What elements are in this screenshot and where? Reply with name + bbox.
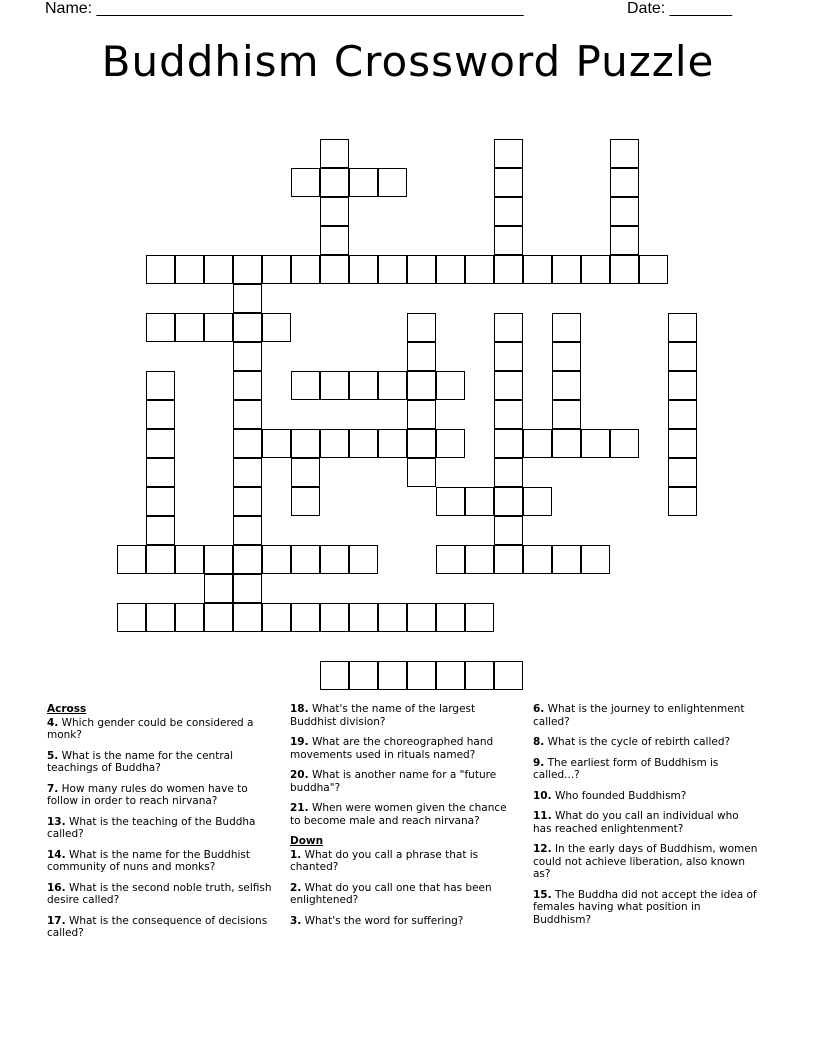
grid-cell[interactable] [494,429,523,458]
grid-cell[interactable] [668,400,697,429]
grid-cell[interactable] [494,139,523,168]
grid-cell[interactable] [465,603,494,632]
grid-cell[interactable] [262,429,291,458]
clue-item [290,736,518,761]
clue-item-number: 14. [47,848,66,861]
grid-cell[interactable] [291,487,320,516]
clue-item-number: 4. [47,716,59,729]
clue-item [47,915,275,940]
grid-cell[interactable] [233,487,262,516]
grid-cell[interactable] [204,255,233,284]
grid-cell[interactable] [262,313,291,342]
clue-item-number: 20. [290,769,309,781]
grid-cell[interactable] [581,255,610,284]
grid-cell[interactable] [494,342,523,371]
grid-cell[interactable] [552,313,581,342]
grid-cell[interactable] [610,429,639,458]
clue-item-text: What is the cycle of rebirth called? [544,736,731,748]
across-clues-list [47,717,275,940]
clue-item-number: 7. [47,782,59,795]
grid-cell[interactable] [175,313,204,342]
clue-item-text: Which gender could be considered a monk? [47,716,254,741]
grid-cell[interactable] [233,545,262,574]
clue-item-number: 13. [47,815,66,828]
clue-item [533,757,758,782]
clue-item [290,802,518,827]
clue-item-number: 21. [290,802,309,814]
grid-cell[interactable] [233,458,262,487]
grid-cell[interactable] [668,429,697,458]
clue-item-number: 5. [47,749,59,762]
grid-cell[interactable] [523,487,552,516]
grid-cell[interactable] [204,574,233,603]
grid-cell[interactable] [291,545,320,574]
grid-cell[interactable] [552,429,581,458]
down-heading: Down [290,835,324,847]
grid-cell[interactable] [610,197,639,226]
grid-cell[interactable] [378,371,407,400]
grid-cell[interactable] [407,400,436,429]
grid-cell[interactable] [407,603,436,632]
grid-cell[interactable] [262,545,291,574]
grid-cell[interactable] [436,603,465,632]
grid-cell[interactable] [668,342,697,371]
grid-cell[interactable] [349,603,378,632]
grid-cell[interactable] [494,168,523,197]
clue-item-text: The Buddha did not accept the idea of females having what position in Buddhism? [533,888,757,926]
grid-cell[interactable] [146,429,175,458]
grid-cell[interactable] [175,545,204,574]
grid-cell[interactable] [320,226,349,255]
clue-item-text: What is the consequence of decisions called? [47,914,268,939]
grid-cell[interactable] [320,661,349,690]
clue-item [47,783,275,808]
grid-cell[interactable] [291,429,320,458]
grid-cell[interactable] [407,458,436,487]
grid-cell[interactable] [146,487,175,516]
clue-item-text: What do you call an individual who has reached enlightenment? [533,810,739,835]
clue-item-number: 1. [290,848,302,861]
grid-cell[interactable] [320,603,349,632]
grid-cell[interactable] [610,255,639,284]
clue-item [290,915,518,928]
clue-item-text: What is the name for the central teachings of Buddha? [47,749,233,774]
grid-cell[interactable] [494,516,523,545]
grid-cell[interactable] [204,545,233,574]
grid-cell[interactable] [291,458,320,487]
grid-cell[interactable] [291,255,320,284]
clue-item-number: 2. [290,881,302,894]
grid-cell[interactable] [436,255,465,284]
clue-item [47,717,275,742]
clue-item [533,703,758,728]
grid-cell[interactable] [552,342,581,371]
grid-cell[interactable] [494,197,523,226]
grid-cell[interactable] [581,545,610,574]
clue-item [47,849,275,874]
grid-cell[interactable] [407,371,436,400]
clue-item-text: What do you call a phrase that is chanted? [290,848,479,873]
clue-item [290,769,518,794]
grid-cell[interactable] [436,661,465,690]
clue-item [533,889,758,927]
grid-cell[interactable] [407,255,436,284]
clue-item-number: 3. [290,914,302,927]
grid-cell[interactable] [349,429,378,458]
grid-cell[interactable] [233,284,262,313]
clue-item-number: 18. [290,703,309,715]
clues-column-1 [47,703,275,948]
clue-item-number: 10. [533,789,552,802]
grid-cell[interactable] [349,661,378,690]
grid-cell[interactable] [146,603,175,632]
across-clues-list-continued [290,703,518,827]
grid-cell[interactable] [465,487,494,516]
date-field[interactable]: _______ [669,0,732,17]
grid-cell[interactable] [465,255,494,284]
clue-item-number: 16. [47,881,66,894]
clues-column-2 [290,703,518,935]
grid-cell[interactable] [378,255,407,284]
grid-cell[interactable] [494,400,523,429]
grid-cell[interactable] [320,255,349,284]
grid-cell[interactable] [175,603,204,632]
date-label-text: Date: [627,0,670,17]
across-heading: Across [47,703,87,715]
grid-cell[interactable] [146,545,175,574]
grid-cell[interactable] [610,139,639,168]
grid-cell[interactable] [320,168,349,197]
grid-cell[interactable] [146,313,175,342]
grid-cell[interactable] [233,574,262,603]
grid-cell[interactable] [349,255,378,284]
grid-cell[interactable] [146,255,175,284]
grid-cell[interactable] [204,313,233,342]
clue-item [290,882,518,907]
grid-cell[interactable] [523,545,552,574]
clue-item [533,843,758,881]
grid-cell[interactable] [610,226,639,255]
grid-cell[interactable] [146,458,175,487]
grid-cell[interactable] [233,516,262,545]
grid-cell[interactable] [349,168,378,197]
name-label-text: Name: [45,0,97,17]
grid-cell[interactable] [407,313,436,342]
grid-cell[interactable] [378,168,407,197]
clue-item-text: What is another name for a "future buddha"? [290,769,497,794]
clue-item-number: 15. [533,888,552,901]
grid-cell[interactable] [291,603,320,632]
grid-cell[interactable] [320,545,349,574]
clue-item [533,790,758,803]
clue-item [47,882,275,907]
grid-cell[interactable] [320,197,349,226]
grid-cell[interactable] [523,429,552,458]
clue-item [47,750,275,775]
grid-cell[interactable] [117,545,146,574]
clue-item-text: What do you call one that has been enlightened? [290,881,492,906]
name-field[interactable]: ________________________________________________ [96,0,524,17]
clue-item-number: 11. [533,810,552,822]
clue-item-number: 17. [47,914,66,927]
grid-cell[interactable] [233,371,262,400]
grid-cell[interactable] [320,139,349,168]
grid-cell[interactable] [204,603,233,632]
clue-item [533,810,758,835]
grid-cell[interactable] [407,429,436,458]
grid-cell[interactable] [378,429,407,458]
grid-cell[interactable] [349,545,378,574]
grid-cell[interactable] [349,371,378,400]
grid-cell[interactable] [436,545,465,574]
grid-cell[interactable] [262,255,291,284]
down-clues-list-continued [533,703,758,926]
grid-cell[interactable] [494,371,523,400]
grid-cell[interactable] [668,313,697,342]
grid-cell[interactable] [320,371,349,400]
clue-item-text: What is the second noble truth, selfish desire called? [47,881,272,906]
clue-item-text: What is the teaching of the Buddha called? [47,815,256,840]
grid-cell[interactable] [320,429,349,458]
grid-cell[interactable] [436,371,465,400]
grid-cell[interactable] [523,255,552,284]
down-clues-list [290,849,518,928]
grid-cell[interactable] [378,603,407,632]
grid-cell[interactable] [668,458,697,487]
grid-cell[interactable] [552,255,581,284]
page-title: Buddhism Crossword Puzzle [101,37,715,86]
grid-cell[interactable] [233,313,262,342]
clue-item-number: 6. [533,703,545,715]
grid-cell[interactable] [407,661,436,690]
grid-cell[interactable] [494,545,523,574]
grid-cell[interactable] [610,168,639,197]
clue-item-number: 19. [290,736,309,748]
grid-cell[interactable] [233,342,262,371]
grid-cell[interactable] [233,400,262,429]
clue-item-number: 9. [533,756,545,769]
grid-cell[interactable] [465,661,494,690]
grid-cell[interactable] [233,429,262,458]
grid-cell[interactable] [668,371,697,400]
grid-cell[interactable] [581,429,610,458]
grid-cell[interactable] [436,429,465,458]
grid-cell[interactable] [146,516,175,545]
grid-cell[interactable] [378,661,407,690]
clue-item-text: How many rules do women have to follow in order to reach nirvana? [47,782,248,807]
clue-item-text: The earliest form of Buddhism is called...? [533,756,719,781]
clue-item-text: What are the choreographed hand movements used in rituals named? [290,736,494,761]
clue-item-number: 8. [533,736,545,748]
grid-cell[interactable] [291,371,320,400]
clue-item-text: When were women given the chance to become male and reach nirvana? [290,802,507,827]
clue-item [47,816,275,841]
grid-cell[interactable] [639,255,668,284]
grid-cell[interactable] [407,342,436,371]
grid-cell[interactable] [494,226,523,255]
clue-item-text: Who founded Buddhism? [551,789,687,802]
clue-item-text: What is the name for the Buddhist community of nuns and monks? [47,848,250,873]
clue-item [290,849,518,874]
grid-cell[interactable] [233,255,262,284]
grid-cell[interactable] [494,313,523,342]
grid-cell[interactable] [494,661,523,690]
grid-cell[interactable] [146,400,175,429]
clue-item-text: In the early days of Buddhism, women could not achieve liberation, also known as? [533,843,758,880]
grid-cell[interactable] [117,603,146,632]
clue-item-text: What is the journey to enlightenment called? [533,703,745,728]
grid-cell[interactable] [552,371,581,400]
clue-item [533,736,758,749]
grid-cell[interactable] [465,545,494,574]
grid-cell[interactable] [262,603,291,632]
grid-cell[interactable] [146,371,175,400]
grid-cell[interactable] [494,255,523,284]
grid-cell[interactable] [552,400,581,429]
grid-cell[interactable] [494,458,523,487]
grid-cell[interactable] [291,168,320,197]
clue-item-number: 12. [533,843,552,855]
grid-cell[interactable] [552,545,581,574]
clue-item [290,703,518,728]
grid-cell[interactable] [233,603,262,632]
grid-cell[interactable] [494,487,523,516]
grid-cell[interactable] [668,487,697,516]
grid-cell[interactable] [175,255,204,284]
clue-item-text: What's the name of the largest Buddhist division? [290,703,476,728]
clue-item-text: What's the word for suffering? [301,914,464,927]
grid-cell[interactable] [436,487,465,516]
clues-column-3 [533,703,758,934]
